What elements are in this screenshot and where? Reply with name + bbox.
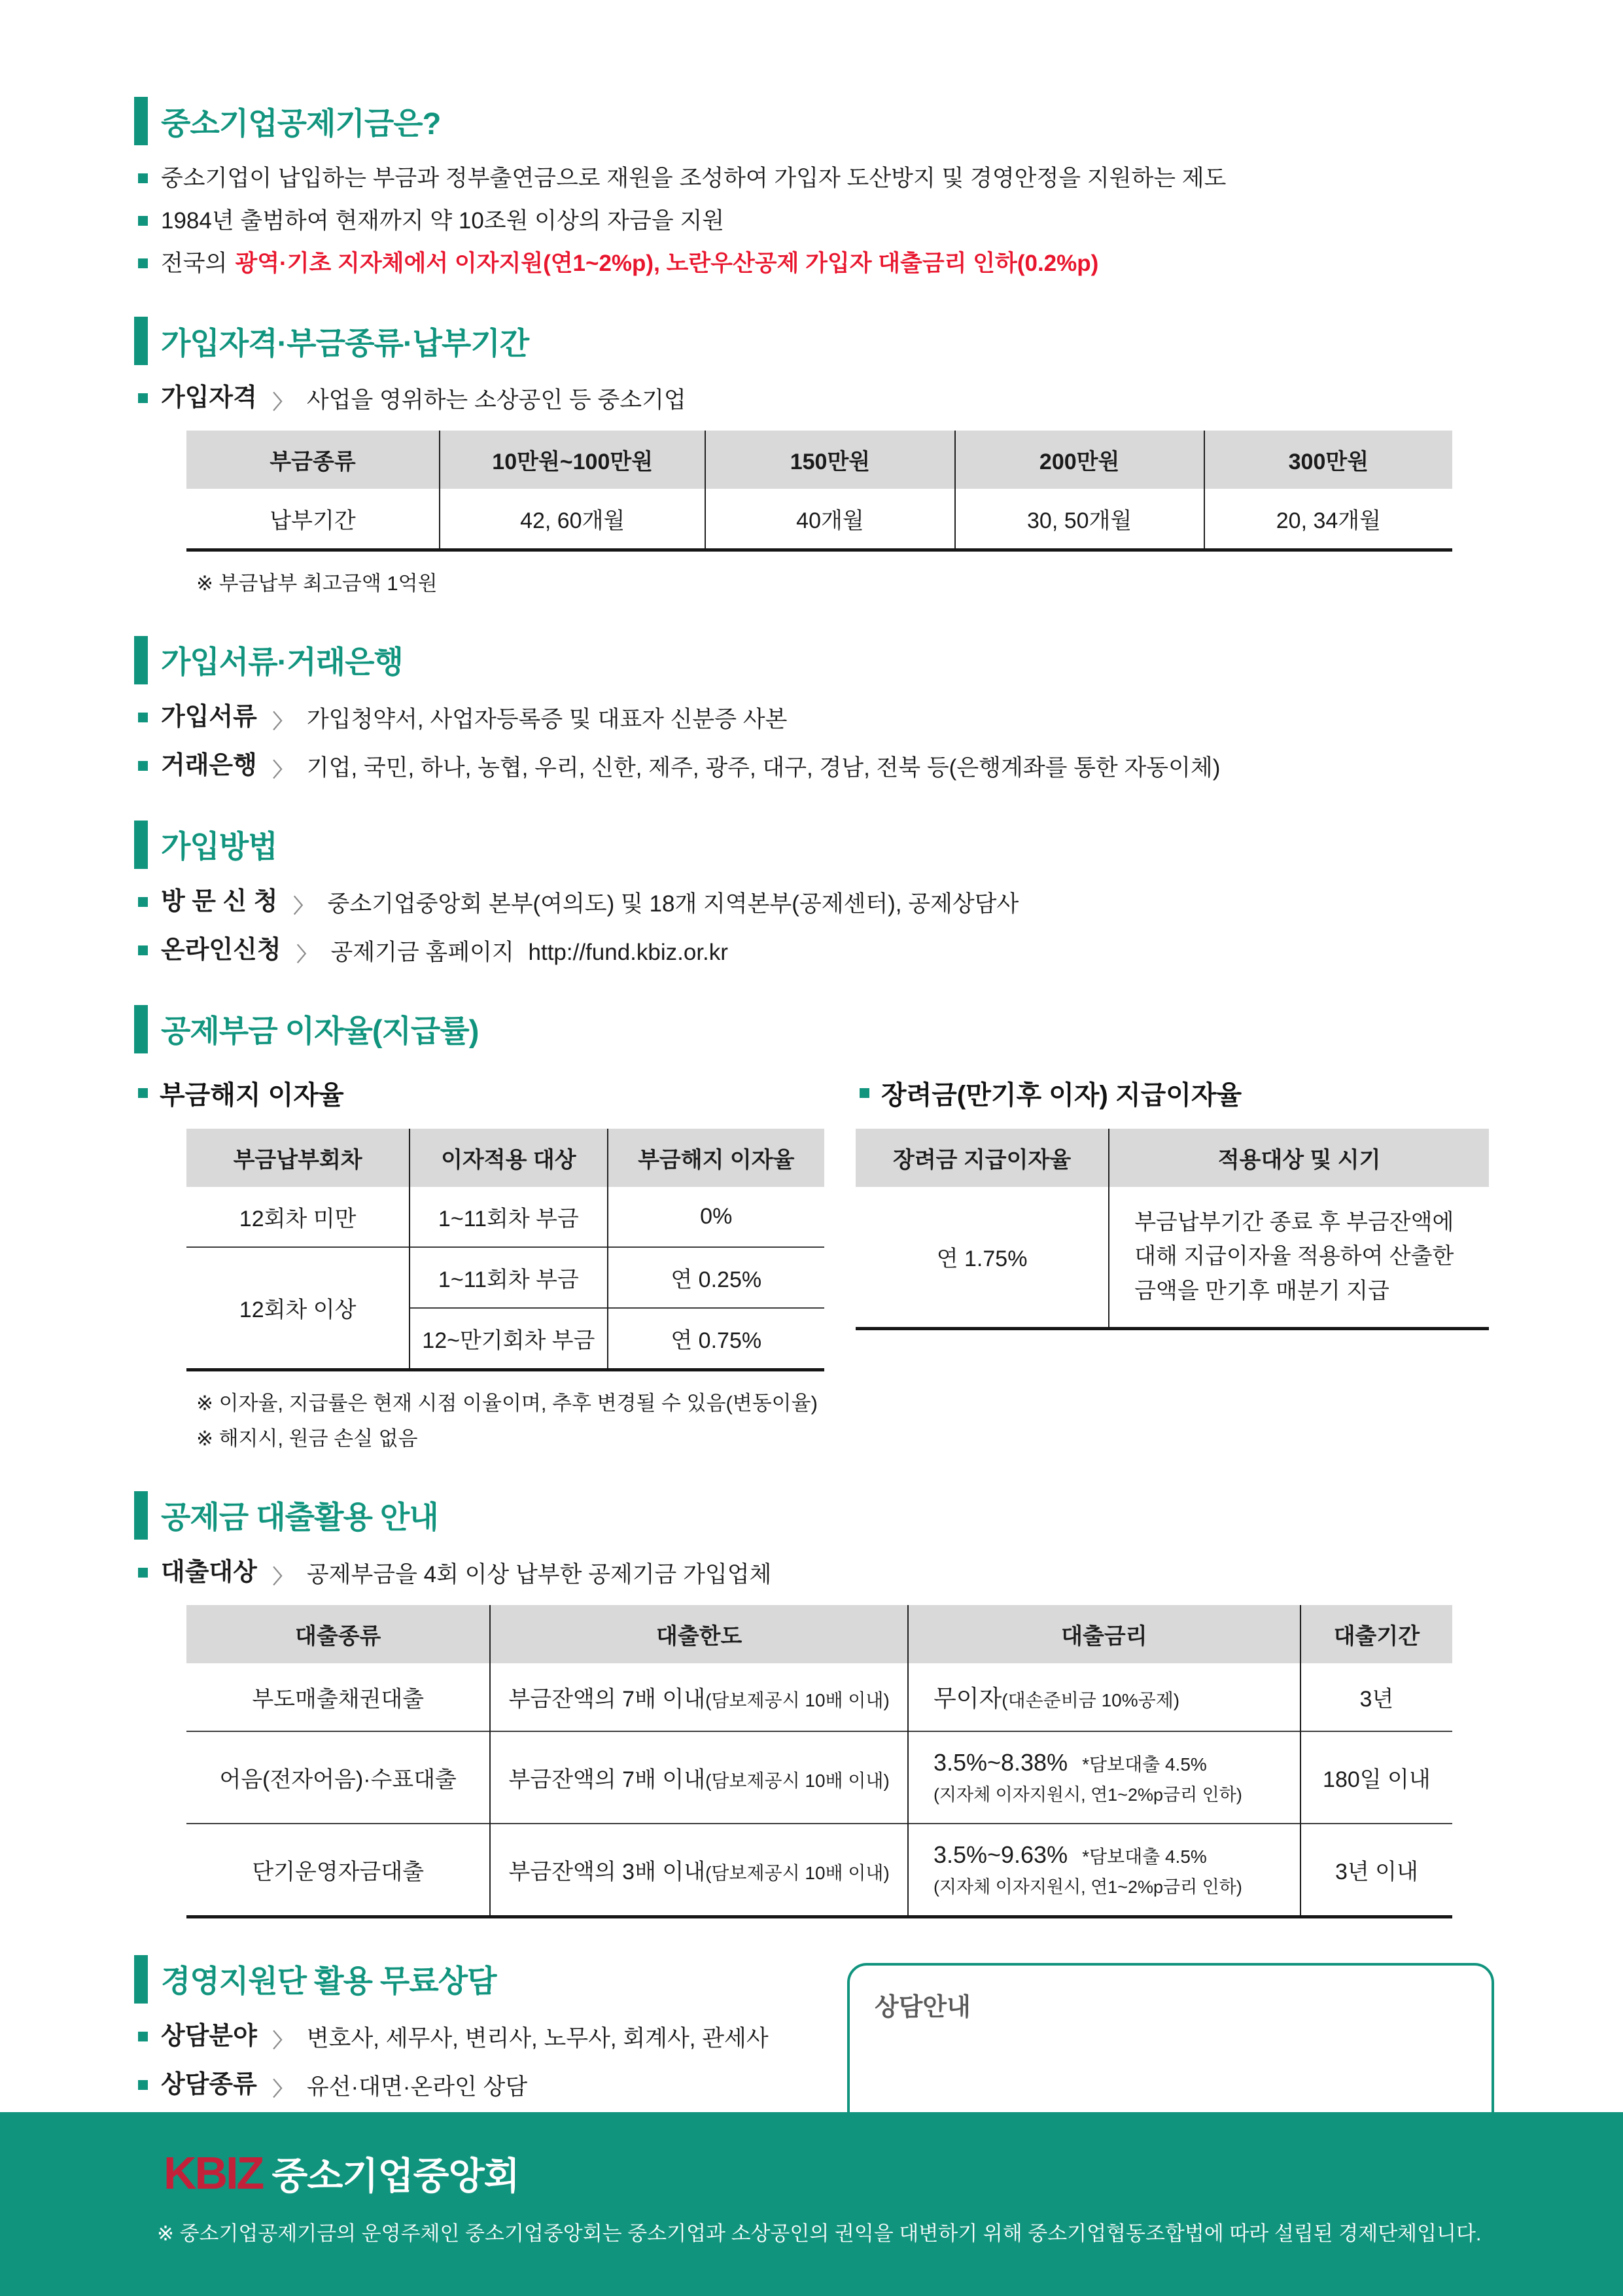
loan-table-row: [186, 1824, 1452, 1917]
consult-type-item: [138, 2069, 847, 2103]
col-header: 10만원~100만원: [440, 431, 705, 489]
square-bullet-icon: [138, 1568, 148, 1578]
loan-table-row: [186, 1663, 1452, 1731]
online-apply-desc: 공제기금 홈페이지: [330, 939, 514, 965]
section-eligibility-heading: 가입자격·부금종류·납부기간: [161, 325, 529, 361]
cell: 20, 34개월: [1204, 489, 1452, 550]
termination-rate-block: [134, 1070, 837, 1455]
row-label: 납부기간: [270, 508, 356, 534]
loan-table: [186, 1605, 1452, 1918]
section-loan-title-row: [134, 1491, 1489, 1540]
section-loan-heading: 공제금 대출활용 안내: [161, 1500, 438, 1535]
section-interest-title-row: [134, 1005, 1489, 1053]
incentive-subtitle-row: [860, 1074, 1489, 1112]
loan-period: 180일 이내: [1300, 1731, 1452, 1824]
consult-field-text: 변호사, 세무사, 변리사, 노무사, 회계사, 관세사: [306, 2025, 769, 2051]
col-header: 이자적용 대상: [410, 1129, 607, 1187]
loan-rate-paren: (대손준비금 10%공제): [1002, 1689, 1180, 1710]
loan-target-text: 공제부금을 4회 이상 납부한 공제기금 가입업체: [306, 1561, 772, 1587]
online-apply-label: 온라인신청: [161, 936, 281, 964]
section-eligibility: [134, 317, 1489, 599]
chevron-icon: 〉: [272, 2078, 292, 2100]
consult-info-box-title: 상담안내: [875, 1993, 971, 2021]
chevron-icon: 〉: [272, 392, 292, 414]
loan-rate-note: *담보대출 4.5%: [1082, 1754, 1207, 1775]
section-consulting-heading: 경영지원단 활용 무료상담: [161, 1964, 497, 1999]
documents-label: 가입서류: [161, 703, 257, 731]
kbiz-org-name: 중소기업중앙회: [271, 2155, 519, 2197]
termination-table-row: [186, 1187, 824, 1247]
square-bullet-icon: [860, 1088, 869, 1098]
intro-bullet-2: [138, 205, 1489, 238]
cell: 연 0.75%: [608, 1308, 825, 1370]
square-bullet-icon: [138, 713, 148, 722]
loan-limit-main: 부금잔액의 7배 이내: [508, 1767, 706, 1792]
square-bullet-icon: [138, 945, 148, 955]
chevron-icon: 〉: [296, 944, 317, 966]
incentive-rate-table: [856, 1129, 1489, 1330]
section-join-heading: 가입방법: [161, 829, 277, 864]
consult-type-label: 상담종류: [161, 2070, 257, 2098]
online-apply-text: [331, 936, 728, 968]
intro-bullet-1-text: 중소기업이 납입하는 부금과 정부출연금으로 재원을 조성하여 가입자 도산방지 및 경영안정을 지원하는 제도: [161, 166, 1227, 191]
cell: 12회차 이상: [186, 1247, 410, 1370]
section-fund-intro: [134, 97, 1489, 280]
consult-type-text: 유선·대면·온라인 상담: [306, 2074, 528, 2100]
incentive-table-header-row: [856, 1129, 1489, 1187]
col-header: 대출금리: [908, 1605, 1300, 1663]
loan-table-header-row: [186, 1605, 1452, 1663]
loan-rate: [908, 1824, 1300, 1917]
loan-limit-main: 부금잔액의 3배 이내: [508, 1859, 706, 1884]
loan-type: 어음(전자어음)·수표대출: [186, 1731, 490, 1824]
documents-text: 가입청약서, 사업자등록증 및 대표자 신분증 사본: [306, 706, 788, 732]
installment-table-header-row: [186, 431, 1452, 489]
cell: 0%: [608, 1187, 825, 1247]
incentive-rate-desc: 부금납부기간 종료 후 부금잔액에 대해 지급이자율 적용하여 산출한 금액을 만기후 매분기 지급: [1109, 1187, 1489, 1329]
square-bullet-icon: [138, 1088, 148, 1098]
title-bar-icon: [134, 1491, 148, 1540]
incentive-table-row: [856, 1187, 1489, 1329]
visit-apply-label: 방 문 신 청: [161, 887, 278, 915]
rate-note-1: ※ 이자율, 지급률은 현재 시점 이율이며, 추후 변경될 수 있음(변동이율): [196, 1391, 818, 1415]
loan-rate-sub: (지자체 이자지원시, 연1~2%p금리 인하): [933, 1784, 1242, 1805]
loan-rate-note: *담보대출 4.5%: [1082, 1846, 1207, 1867]
cell: 12회차 미만: [239, 1206, 357, 1231]
chevron-icon: 〉: [272, 759, 292, 781]
loan-period: 3년 이내: [1300, 1824, 1452, 1917]
loan-period: 3년: [1300, 1663, 1452, 1731]
section-eligibility-title-row: [134, 317, 1489, 365]
eligibility-text: 사업을 영위하는 소상공인 등 중소기업: [306, 387, 686, 414]
chevron-icon: 〉: [293, 895, 313, 917]
rate-note-2: ※ 해지시, 원금 손실 없음: [196, 1427, 418, 1451]
cell: 30, 50개월: [955, 489, 1204, 550]
loan-limit-paren: (담보제공시 10배 이내): [705, 1770, 890, 1791]
fund-homepage-link[interactable]: http://fund.kbiz.or.kr: [528, 939, 728, 965]
loan-target-item: [138, 1557, 1489, 1591]
loan-rate: [908, 1731, 1300, 1824]
eligibility-label: 가입자격: [161, 384, 257, 412]
installment-note: ※ 부금납부 최고금액 1억원: [196, 572, 438, 595]
col-header: 부금납부회차: [186, 1129, 410, 1187]
section-documents-title-row: [134, 636, 1489, 684]
col-header: 대출한도: [490, 1605, 908, 1663]
square-bullet-icon: [138, 216, 148, 226]
col-header: 대출종류: [186, 1605, 490, 1663]
square-bullet-icon: [138, 2032, 148, 2041]
kbiz-logo-mark: KBIZ: [164, 2147, 263, 2199]
col-header: 대출기간: [1300, 1605, 1452, 1663]
col-header: 부금종류: [186, 431, 440, 489]
loan-limit: [490, 1824, 908, 1917]
documents-item: [138, 701, 1489, 735]
section-fund-intro-title-row: [134, 97, 1489, 145]
cell: 12~만기회차 부금: [410, 1308, 607, 1370]
online-apply-item: [138, 934, 1489, 968]
section-loan-guide: [134, 1491, 1489, 1918]
intro-bullet-2-text: 1984년 출범하여 현재까지 약 10조원 이상의 자금을 지원: [161, 207, 725, 234]
intro-bullet-3-text: [161, 247, 1098, 281]
intro-bullet-1: [138, 162, 1489, 196]
incentive-subtitle: 장려금(만기후 이자) 지급이자율: [881, 1080, 1242, 1110]
cell: 1~11회차 부금: [410, 1187, 607, 1247]
footer-content: [0, 2112, 1623, 2246]
col-header: 적용대상 및 시기: [1109, 1129, 1489, 1187]
loan-rate: [908, 1663, 1300, 1731]
square-bullet-icon: [138, 761, 148, 771]
consult-field-label: 상담분야: [161, 2022, 257, 2050]
eligibility-item: [138, 382, 1489, 416]
col-header: 부금해지 이자율: [608, 1129, 825, 1187]
title-bar-icon: [134, 97, 148, 145]
loan-rate-main: 3.5%~8.38%: [933, 1748, 1068, 1776]
footer-band: [0, 2112, 1623, 2296]
square-bullet-icon: [138, 258, 148, 268]
installment-table: [186, 431, 1452, 552]
square-bullet-icon: [138, 2080, 148, 2090]
section-fund-intro-heading: 중소기업공제기금은?: [161, 105, 441, 141]
col-header: 150만원: [705, 431, 954, 489]
loan-target-label: 대출대상: [161, 1558, 257, 1586]
interest-columns: [134, 1070, 1489, 1455]
loan-rate-main: 무이자: [933, 1684, 1002, 1712]
col-header: 장려금 지급이자율: [856, 1129, 1109, 1187]
square-bullet-icon: [138, 393, 148, 403]
title-bar-icon: [134, 821, 148, 869]
chevron-icon: 〉: [272, 1566, 292, 1588]
termination-table-row: [186, 1247, 824, 1308]
termination-rate-table: [186, 1129, 824, 1371]
kbiz-logo: [164, 2146, 1623, 2200]
intro-bullet-3-prefix: 전국의: [161, 250, 228, 276]
installment-table-row: [186, 489, 1452, 550]
termination-subtitle: 부금해지 이자율: [160, 1080, 344, 1110]
incentive-rate-block: [856, 1070, 1489, 1330]
footer-note: ※ 중소기업공제기금의 운영주체인 중소기업중앙회는 중소기업과 소상공인의 권익을 대변하기 위해 중소기업협동조합법에 따라 설립된 경제단체입니다.: [157, 2222, 1482, 2245]
section-how-to-join: [134, 821, 1489, 968]
intro-bullet-3: [138, 247, 1489, 281]
title-bar-icon: [134, 317, 148, 365]
loan-limit-paren: (담보제공시 10배 이내): [705, 1862, 890, 1883]
termination-subtitle-row: [138, 1074, 837, 1112]
loan-rate-main: 3.5%~9.63%: [933, 1841, 1068, 1868]
col-header: 200만원: [955, 431, 1204, 489]
section-interest-heading: 공제부금 이자율(지급률): [161, 1014, 479, 1049]
banks-item: [138, 750, 1489, 784]
section-consulting-title-row: [134, 1955, 847, 2004]
square-bullet-icon: [138, 173, 148, 183]
banks-label: 거래은행: [161, 751, 257, 779]
section-interest-rates: [134, 1005, 1489, 1455]
consult-field-item: [138, 2021, 847, 2055]
loan-rate-sub: (지자체 이자지원시, 연1~2%p금리 인하): [933, 1877, 1242, 1897]
termination-table-header-row: [186, 1129, 824, 1187]
intro-bullet-3-emphasis: 광역·기초 지자체에서 이자지원(연1~2%p), 노란우산공제 가입자 대출금리 인하(0.2%p): [235, 250, 1099, 276]
chevron-icon: 〉: [272, 2030, 292, 2052]
section-documents-heading: 가입서류·거래은행: [161, 645, 403, 680]
visit-apply-item: [138, 886, 1489, 920]
incentive-rate-value: 연 1.75%: [936, 1246, 1028, 1272]
loan-type: 단기운영자금대출: [186, 1824, 490, 1917]
title-bar-icon: [134, 636, 148, 684]
cell: 42, 60개월: [440, 489, 705, 550]
chevron-icon: 〉: [272, 711, 292, 733]
loan-limit-main: 부금잔액의 7배 이내: [508, 1686, 706, 1712]
loan-limit: [490, 1663, 908, 1731]
banks-text: 기업, 국민, 하나, 농협, 우리, 신한, 제주, 광주, 대구, 경남, 전북 등(은행계좌를 통한 자동이체): [306, 754, 1221, 781]
loan-table-row: [186, 1731, 1452, 1824]
title-bar-icon: [134, 1955, 148, 2004]
cell: 연 0.25%: [608, 1247, 825, 1308]
loan-limit: [490, 1731, 908, 1824]
loan-type: 부도매출채권대출: [252, 1686, 425, 1712]
square-bullet-icon: [138, 897, 148, 907]
col-header: 300만원: [1204, 431, 1452, 489]
section-documents-banks: [134, 636, 1489, 784]
section-join-title-row: [134, 821, 1489, 869]
title-bar-icon: [134, 1005, 148, 1053]
visit-apply-text: 중소기업중앙회 본부(여의도) 및 18개 지역본부(공제센터), 공제상담사: [327, 891, 1019, 917]
cell: 1~11회차 부금: [410, 1247, 607, 1308]
loan-limit-paren: (담보제공시 10배 이내): [705, 1689, 890, 1710]
cell: 40개월: [705, 489, 954, 550]
